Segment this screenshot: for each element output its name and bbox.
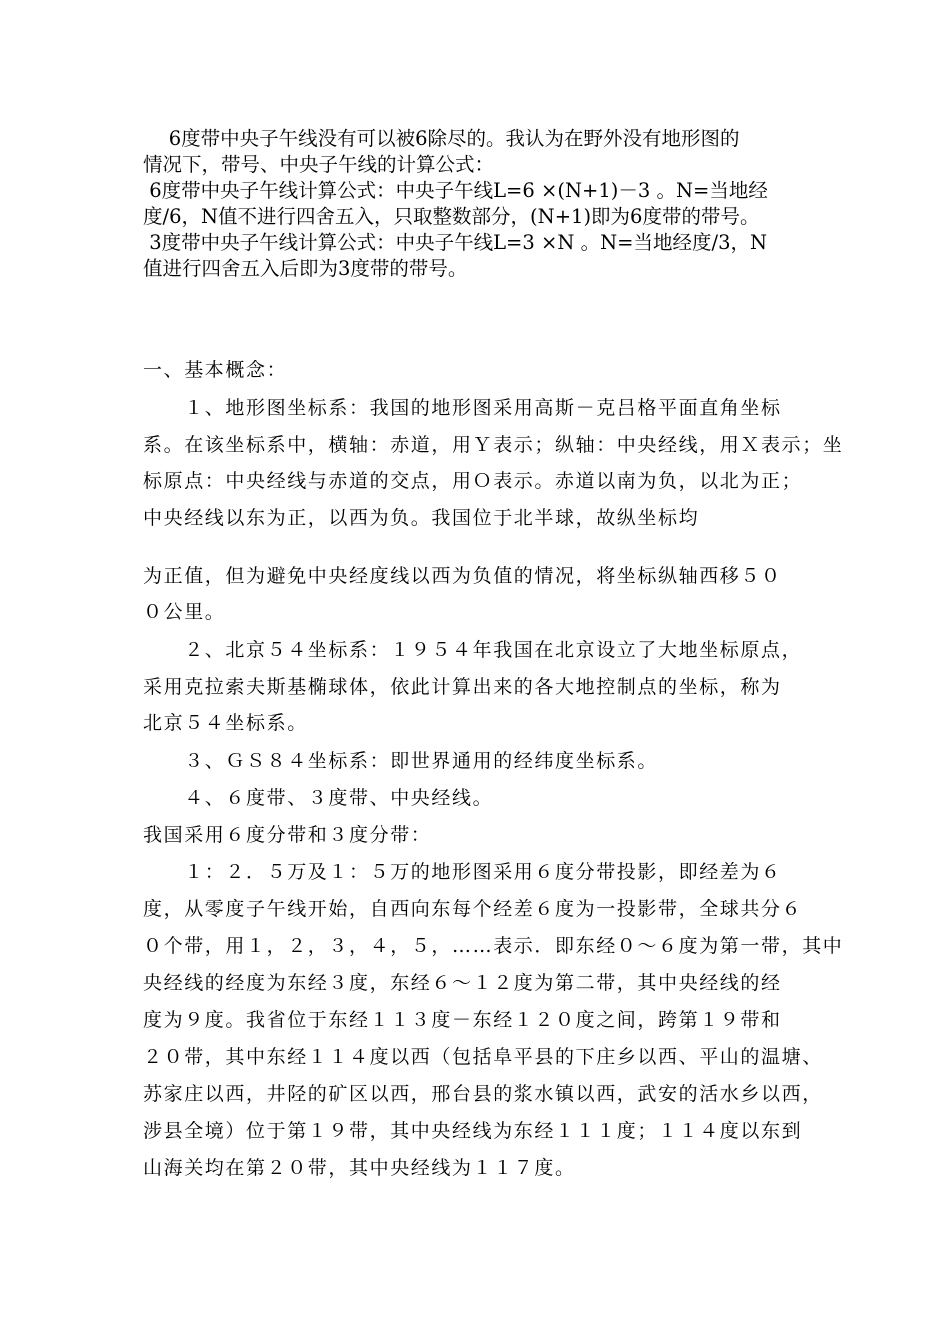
body-line-15: ０个带，用１，２，３，４，５，……表示．即东经０～６度为第一带，其中 bbox=[143, 935, 844, 957]
section-heading: 一、基本概念： bbox=[143, 359, 288, 381]
intro-line-3: 6度带中央子午线计算公式：中央子午线L=6 ×(N+1)－3 。N=当地经 bbox=[143, 179, 768, 202]
body-line-10: ３、ＧＳ８４坐标系：即世界通用的经纬度坐标系。 bbox=[143, 750, 659, 772]
intro-line-2: 情况下，带号、中央子午线的计算公式： bbox=[143, 153, 495, 176]
body-line-2: 系。在该坐标系中，横轴：赤道，用Ｙ表示；纵轴：中央经线，用Ｘ表示；坐 bbox=[143, 434, 844, 456]
body-line-19: 苏家庄以西，井陉的矿区以西，邢台县的浆水镇以西，武安的活水乡以西， bbox=[143, 1083, 823, 1105]
body-line-5: 为正值，但为避免中央经度线以西为负值的情况，将坐标纵轴西移５０ bbox=[143, 565, 782, 587]
body-line-7: ２、北京５４坐标系：１９５４年我国在北京设立了大地坐标原点， bbox=[143, 639, 803, 661]
body-line-21: 山海关均在第２０带，其中央经线为１１７度。 bbox=[143, 1157, 576, 1179]
intro-line-1: 6度带中央子午线没有可以被6除尽的。我认为在野外没有地形图的 bbox=[143, 127, 740, 150]
body-line-3: 标原点：中央经线与赤道的交点，用Ｏ表示。赤道以南为负，以北为正； bbox=[143, 470, 803, 492]
intro-line-4: 度/6，N值不进行四舍五入，只取整数部分，(N+1)即为6度带的带号。 bbox=[143, 205, 760, 228]
body-line-1: １、地形图坐标系：我国的地形图采用高斯－克吕格平面直角坐标 bbox=[143, 397, 782, 419]
body-line-6: ０公里。 bbox=[143, 601, 226, 623]
body-line-13: １：２．５万及１：５万的地形图采用６度分带投影，即经差为６ bbox=[143, 861, 782, 883]
body-line-17: 度为９度。我省位于东经１１３度－东经１２０度之间，跨第１９带和 bbox=[143, 1009, 782, 1031]
body-line-9: 北京５４坐标系。 bbox=[143, 712, 308, 734]
body-line-11: ４、６度带、３度带、中央经线。 bbox=[143, 787, 494, 809]
body-line-14: 度，从零度子午线开始，自西向东每个经差６度为一投影带，全球共分６ bbox=[143, 898, 803, 920]
body-line-4: 中央经线以东为正，以西为负。我国位于北半球，故纵坐标均 bbox=[143, 507, 700, 529]
body-line-16: 央经线的经度为东经３度，东经６～１２度为第二带，其中央经线的经 bbox=[143, 972, 782, 994]
intro-line-5: 3度带中央子午线计算公式：中央子午线L=3 ×N 。N=当地经度/3，N bbox=[143, 231, 768, 254]
body-line-8: 采用克拉索夫斯基椭球体，依此计算出来的各大地控制点的坐标，称为 bbox=[143, 676, 782, 698]
body-line-12: 我国采用６度分带和３度分带： bbox=[143, 824, 432, 846]
intro-line-6: 值进行四舍五入后即为3度带的带号。 bbox=[143, 257, 468, 280]
body-line-20: 涉县全境）位于第１９带，其中央经线为东经１１１度；１１４度以东到 bbox=[143, 1120, 803, 1142]
body-line-18: ２０带，其中东经１１４度以西（包括阜平县的下庄乡以西、平山的温塘、 bbox=[143, 1046, 823, 1068]
